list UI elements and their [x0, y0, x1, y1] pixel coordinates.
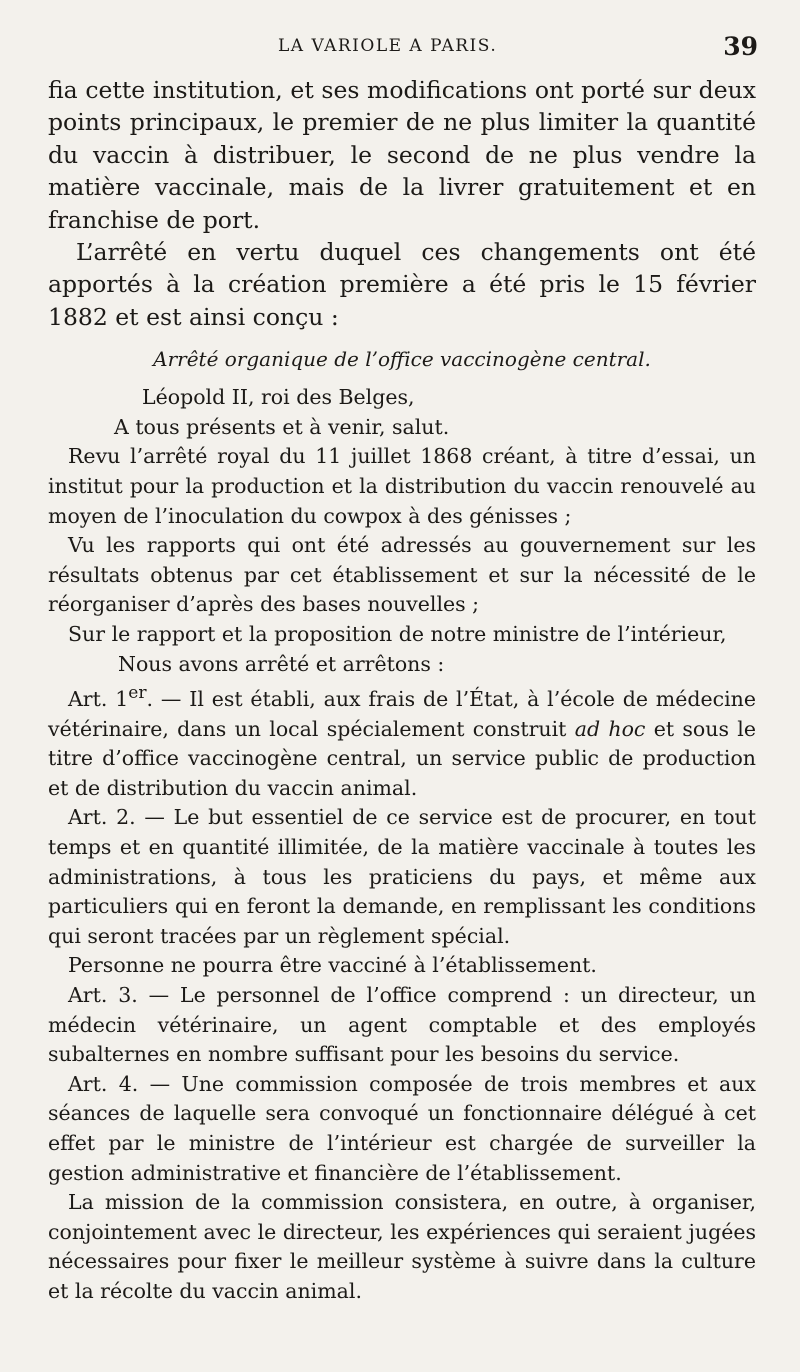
decree-title: Arrêté organique de l’office vaccinogène central.: [153, 347, 651, 372]
body-text: [48, 74, 756, 1306]
article-1-text-b: et sous le titre d’office vaccinogène central, un service public de production et de distribution du vaccin animal.: [48, 716, 756, 800]
article-4: Art. 4. — Une commission composée de trois membres et aux séances de laquelle sera convoqué un fonctionnaire délégué à cet effet par le ministre de l’intérieur est chargée de surveiller la gestion administrative et financière de l’établissement.: [48, 1071, 756, 1185]
article-1: [48, 679, 756, 803]
article-1-superscript: er: [128, 683, 147, 704]
decree-text: [48, 383, 756, 1306]
page-header: [48, 32, 758, 72]
article-3: Art. 3. — Le personnel de l’office comprend : un directeur, un médecin vétérinaire, un agent comptable et des employés subalternes en nombre suffisant pour les besoins du service.: [48, 982, 756, 1067]
decree-greeting: A tous présents et à venir, salut.: [114, 414, 450, 439]
article-1-italic: ad hoc: [574, 716, 646, 741]
page-number: 39: [723, 32, 758, 61]
article-2-note: Personne ne pourra être vacciné à l’établissement.: [68, 953, 597, 978]
decree-consideration-3: Sur le rapport et la proposition de notre ministre de l’intérieur,: [68, 622, 727, 646]
intro-paragraph-1: fia cette institution, et ses modifications ont porté sur deux points principaux, le premier de ne plus limiter la quantité du vaccin à distribuer, le second de ne plus vendre la matière vaccinale, mais de la livrer gratuitement et en franchise de port.: [48, 76, 756, 234]
decree-king: Léopold II, roi des Belges,: [142, 385, 415, 410]
running-title: LA VARIOLE A PARIS.: [278, 36, 498, 56]
decree-consideration-2: Vu les rapports qui ont été adressés au gouvernement sur les résultats obtenus par cet établissement et sur la nécessité de le réorganiser d’après des bases nouvelles ;: [48, 533, 756, 617]
decree-consideration-1: Revu l’arrêté royal du 11 juillet 1868 créant, à titre d’essai, un institut pour la production et la distribution du vaccin renouvelé au moyen de l’inoculation du cowpox à des génisses ;: [48, 444, 756, 528]
article-1-text-a: . — Il est établi, aux frais de l’État, à l’école de médecine vétérinaire, dans un local spécialement construit: [48, 687, 757, 741]
article-1-prefix: Art. 1: [68, 687, 129, 712]
intro-paragraph-2: L’arrêté en vertu duquel ces changements ont été apportés à la création première a été pris le 15 février 1882 et est ainsi conçu :: [48, 238, 756, 331]
intro-section: [48, 74, 756, 333]
article-2: Art. 2. — Le but essentiel de ce service est de procurer, en tout temps et en quantité illimitée, de la matière vaccinale à toutes les administrations, à tous les praticiens du pays, et même aux particuliers qui en feront la demande, en remplissant les conditions qui seront tracées par un règlement spécial.: [48, 805, 756, 948]
article-4-note: La mission de la commission consistera, en outre, à organiser, conjointement avec le directeur, les expériences qui seraient jugées nécessaires pour fixer le meilleur système à suivre dans la culture et la récolte du vaccin animal.: [48, 1190, 756, 1303]
decree-formula: Nous avons arrêté et arrêtons :: [118, 651, 445, 676]
